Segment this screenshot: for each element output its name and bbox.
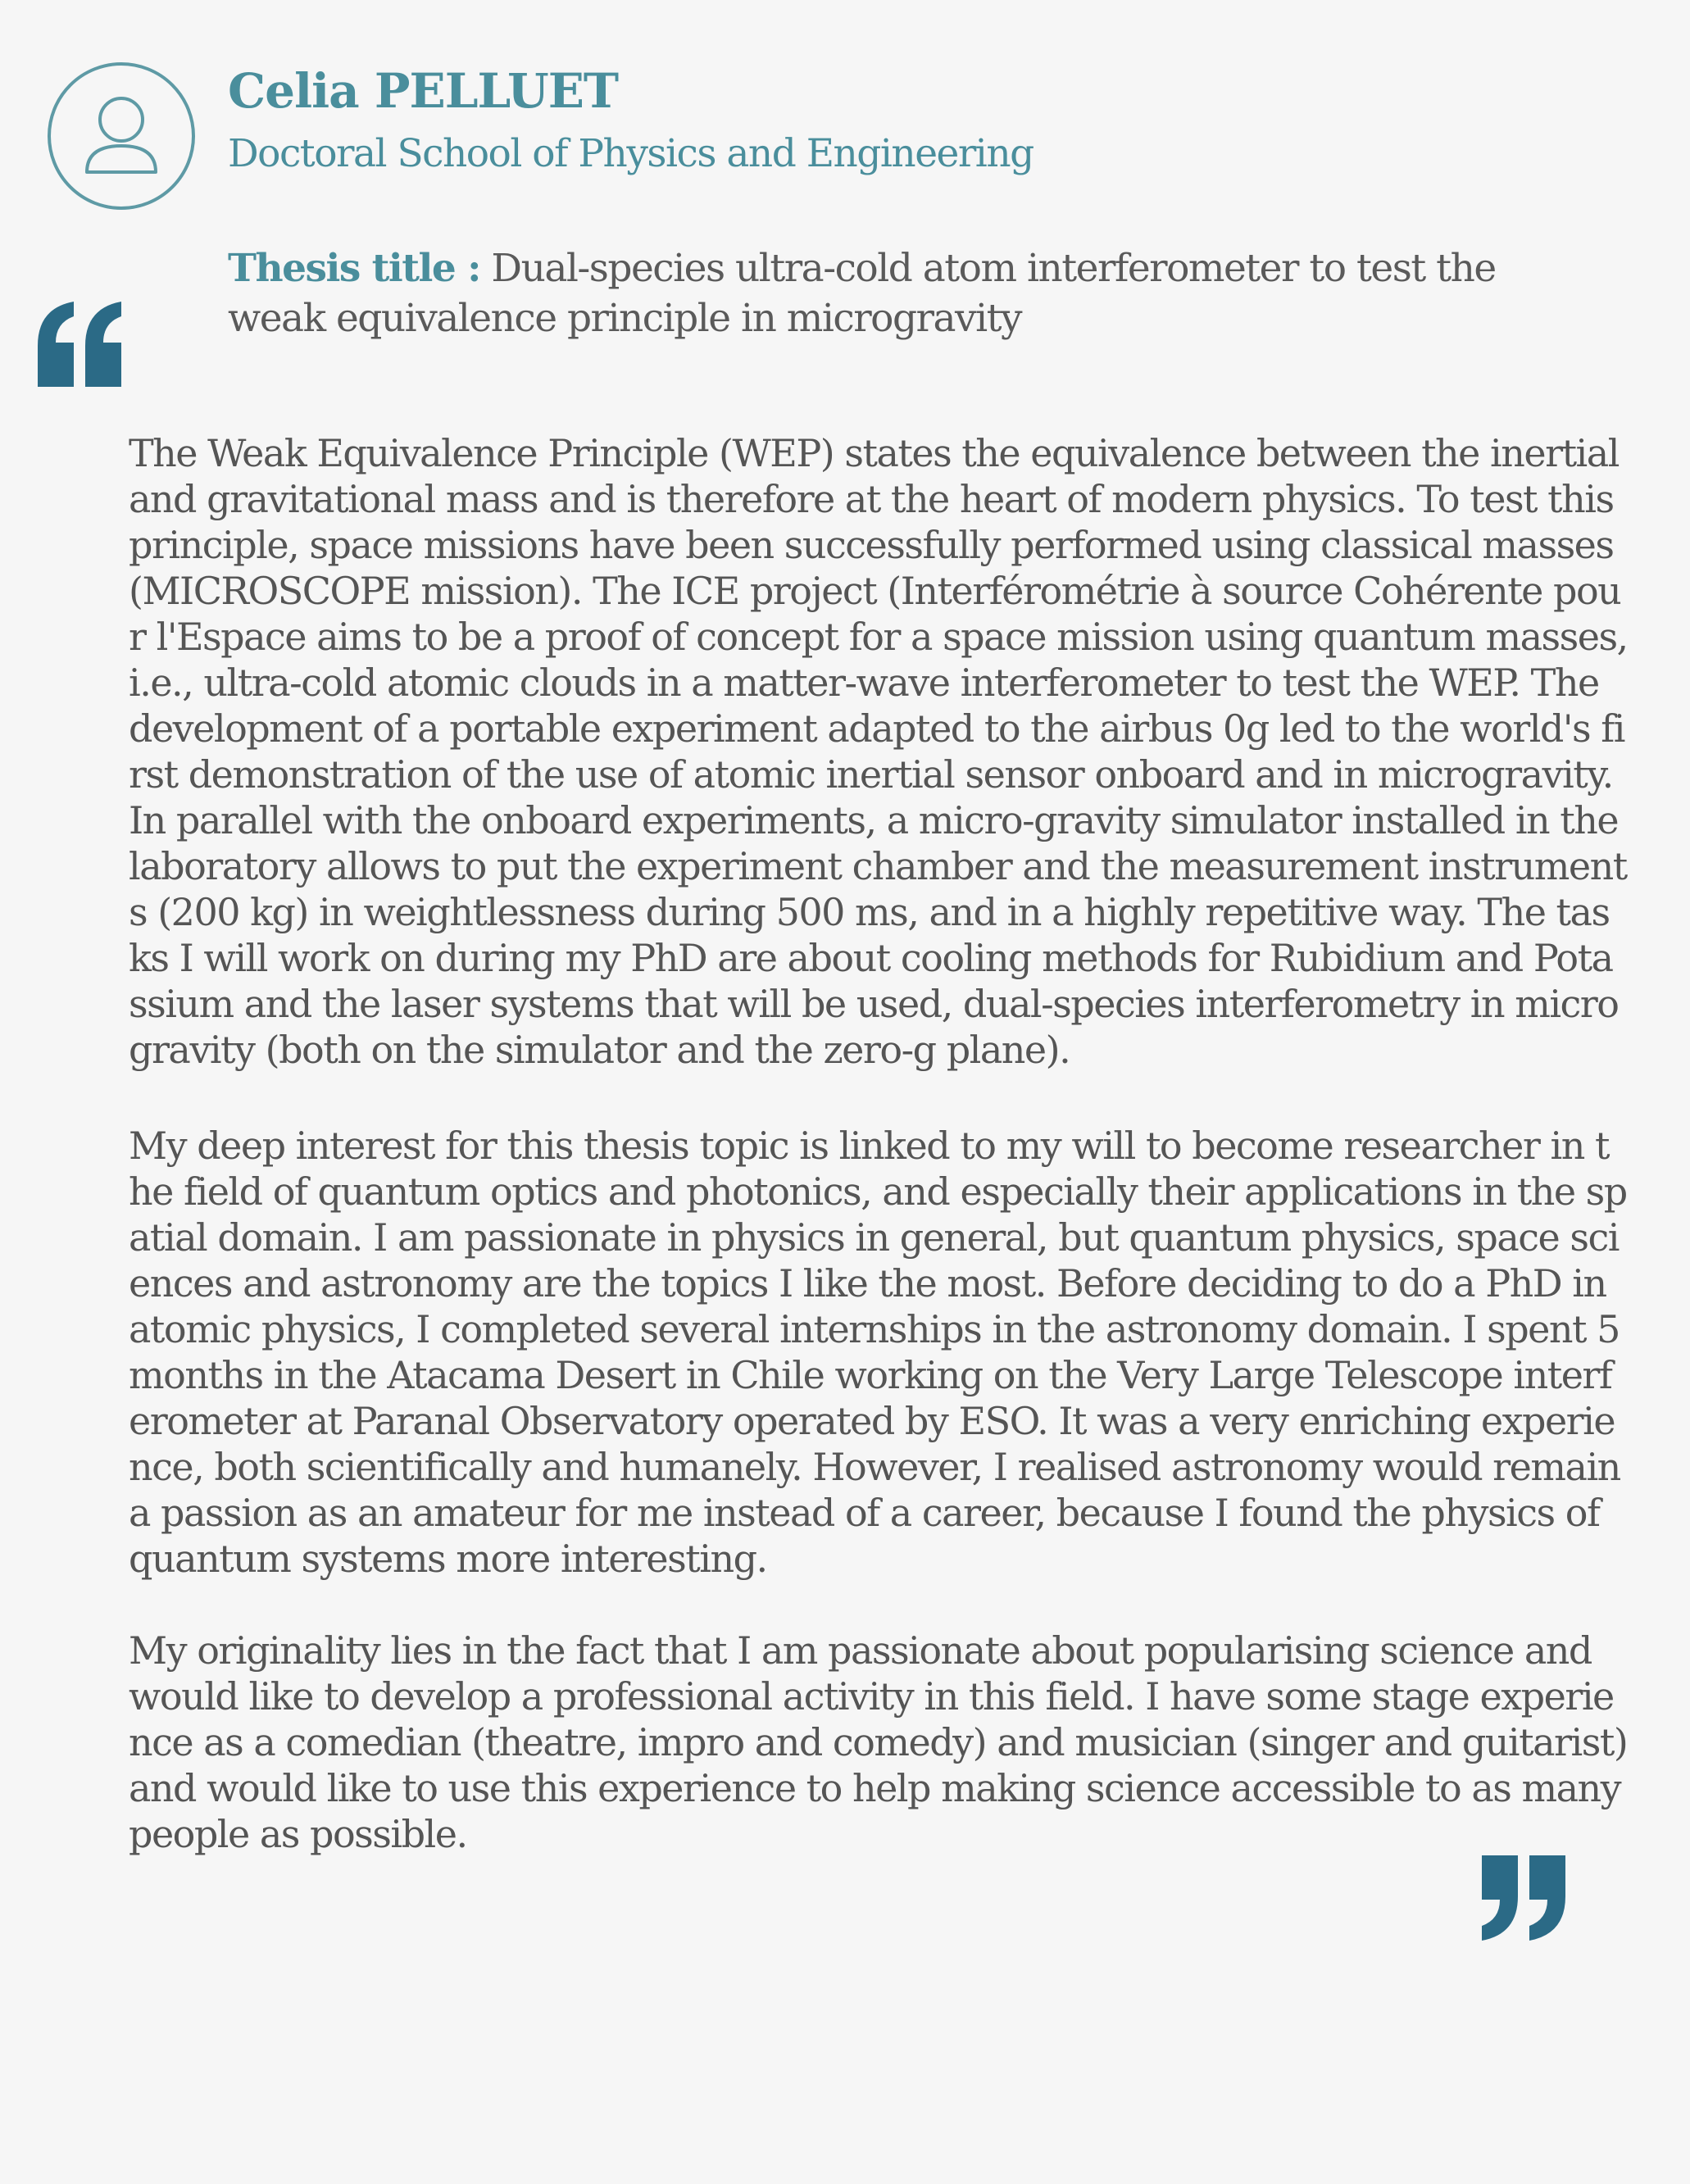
user-icon <box>51 66 192 207</box>
paragraph-originality: My originality lies in the fact that I am passionate about popularising science and would like to develop a professional activity in this field. I have some stage experience as a comedian (theatre, impro and comedy) and musician (singer and guitarist) and would like to use this experience to help making science accessible to as many people as possible. <box>129 1628 1628 1856</box>
thesis-label: Thesis title : <box>228 246 480 291</box>
student-name: Celia PELLUET <box>228 63 619 119</box>
avatar <box>48 62 195 210</box>
paragraph-motivation: My deep interest for this thesis topic is linked to my will to become researcher in the field of quantum optics and photonics, and especially their applications in the spatial domain. I am passionate in physics in general, but quantum physics, space sciences and astronomy are the topics I like the most. Before deciding to do a PhD in atomic physics, I completed several internships in the astronomy domain. I spent 5 months in the Atacama Desert in Chile working on the Very Large Telescope interferometer at Paranal Observatory operated by ESO. It was a very enriching experience, both scientifically and humanely. However, I realised astronomy would remain a passion as an amateur for me instead of a career, because I found the physics of quantum systems more interesting. <box>129 1124 1627 1581</box>
doctoral-school: Doctoral School of Physics and Engineering <box>228 131 1034 176</box>
paragraph-research: The Weak Equivalence Principle (WEP) states the equivalence between the inertial and gravitational mass and is therefore at the heart of modern physics. To test this principle, space missions have been successfully performed using classical masses (MICROSCOPE mission). The ICE project (Interférométrie à source Cohérente pour l'Espace aims to be a proof of concept for a space mission using quantum masses, i.e., ultra-cold atomic clouds in a matter-wave interferometer to test the WEP. The development of a portable experiment adapted to the airbus 0g led to the world's first demonstration of the use of atomic inertial sensor onboard and in microgravity. In parallel with the onboard experiments, a micro-gravity simulator installed in the laboratory allows to put the experiment chamber and the measurement instruments (200 kg) in weightlessness during 500 ms, and in a highly repetitive way. The tasks I will work on during my PhD are about cooling methods for Rubidium and Potassium and the laser systems that will be used, dual-species interferometry in microgravity (both on the simulator and the zero-g plane). <box>129 431 1628 1072</box>
thesis-title: Dual-species ultra-cold atom interferometer to test the weak equivalence principle in microgravity <box>228 246 1496 341</box>
open-quote-icon <box>34 302 126 387</box>
close-quote-icon <box>1477 1855 1569 1941</box>
thesis-block <box>228 243 1556 343</box>
